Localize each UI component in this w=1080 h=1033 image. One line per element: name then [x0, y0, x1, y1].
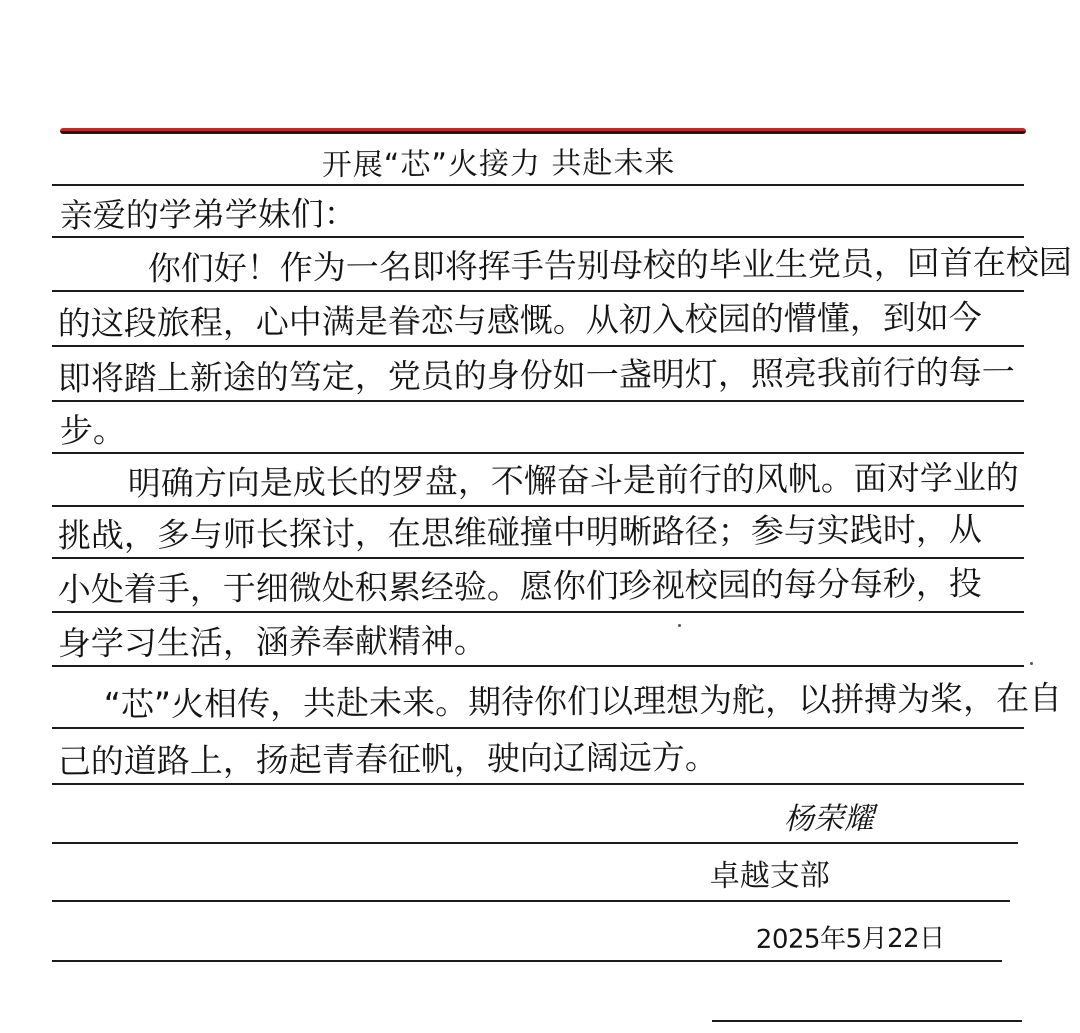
- ruled-line: [712, 1020, 1022, 1022]
- body-line: 明确方向是成长的罗盘，不懈奋斗是前行的风帆。面对学业的: [127, 457, 1019, 504]
- ruled-line: [52, 557, 1024, 559]
- ruled-line: [52, 665, 1024, 667]
- letter-title: 开展“芯”火接力 共赴未来: [321, 145, 676, 184]
- ruled-line: [52, 900, 1010, 902]
- ruled-line: [52, 400, 1024, 402]
- body-line: “芯”火相传，共赴未来。期待你们以理想为舵，以拼搏为桨，在自: [103, 678, 1063, 724]
- ruled-line: [52, 505, 1024, 507]
- body-line: 挑战，多与师长探讨，在思维碰撞中明晰路径；参与实践时，从: [57, 509, 982, 555]
- ruled-line: [52, 842, 1018, 844]
- ruled-line: [52, 290, 1024, 292]
- ruled-line: [52, 452, 1024, 454]
- stray-pen-mark: [678, 624, 681, 627]
- body-line: 己的道路上，扬起青春征帆，驶向辽阔远方。: [57, 737, 718, 781]
- ruled-line: [52, 611, 1024, 613]
- signature-branch: 卓越支部: [709, 858, 830, 895]
- signature-date: 2025年5月22日: [755, 923, 945, 956]
- body-line: 的这段旅程，心中满是眷恋与感慨。从初入校园的懵懂，到如今: [57, 297, 982, 344]
- body-line: 身学习生活，涵养奉献精神。: [57, 621, 487, 663]
- ruled-line: [52, 345, 1024, 347]
- body-line: 小处着手，于细微处积累经验。愿你们珍视校园的每分每秒，投: [57, 563, 982, 609]
- header-rule: [60, 128, 1026, 134]
- body-line: 步。: [59, 410, 126, 451]
- stray-pen-mark: [1030, 662, 1033, 665]
- ruled-line: [52, 727, 1024, 729]
- ruled-line: [52, 960, 1002, 962]
- ruled-line: [52, 783, 1024, 785]
- body-line: 即将踏上新途的笃定，党员的身份如一盏明灯，照亮我前行的每一: [57, 352, 1015, 399]
- body-line: 你们好！作为一名即将挥手告别母校的毕业生党员，回首在校园: [147, 242, 1072, 289]
- ruled-line: [52, 236, 1024, 238]
- salutation: 亲爱的学弟学妹们：: [59, 193, 357, 236]
- signature-name: 杨荣耀: [783, 801, 874, 838]
